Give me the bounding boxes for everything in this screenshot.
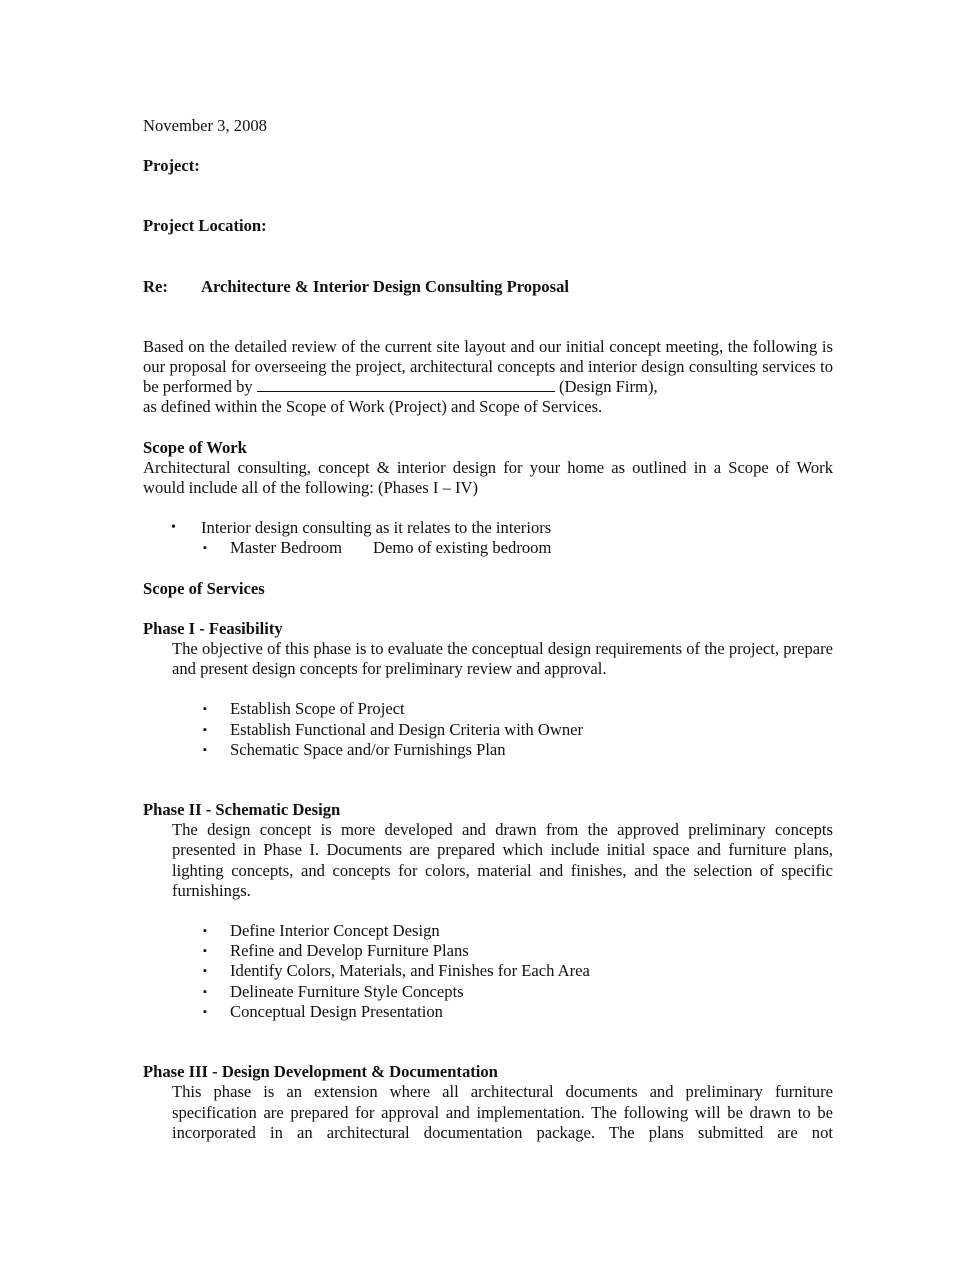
re-line [143, 277, 833, 297]
phase2-text: The design concept is more developed and drawn from the approved preliminary concepts presented in Phase I. Documents are prepared which include initial space and furniture plans, lighting concepts, and concepts for colors, material and finishes, and the selection of specific furnishings. [172, 820, 833, 900]
list-item [143, 720, 833, 740]
list-item [143, 538, 833, 558]
phase1-list [143, 699, 833, 760]
list-item-text: Delineate Furniture Style Concepts [230, 981, 464, 1001]
scope-of-work-list [143, 518, 833, 538]
bullet-marker: ▪ [203, 743, 207, 756]
list-item-text: Schematic Space and/or Furnishings Plan [230, 739, 506, 759]
list-item-text: Refine and Develop Furniture Plans [230, 941, 469, 961]
phase1-heading: Phase I - Feasibility [143, 618, 283, 638]
list-item [143, 941, 833, 961]
room-name: Master Bedroom [230, 538, 342, 558]
list-item [143, 740, 833, 760]
document-page [143, 116, 833, 1143]
bullet-marker: ▪ [203, 723, 207, 736]
list-item-text: Conceptual Design Presentation [230, 1001, 443, 1021]
list-item-text: Establish Functional and Design Criteria with Owner [230, 719, 584, 739]
scope-of-work-heading: Scope of Work [143, 437, 247, 457]
bullet-marker: ▪ [203, 1005, 207, 1018]
scope-of-work-text: Architectural consulting, concept & interior design for your home as outlined in a Scope of Work would include all of the following: (Phases I – IV) [143, 457, 833, 498]
bullet-marker: ▪ [203, 925, 207, 938]
phase1-text: The objective of this phase is to evaluate the conceptual design requirements of the project, prepare and present design concepts for preliminary review and approval. [172, 639, 833, 679]
intro-last-line: as defined within the Scope of Work (Project) and Scope of Services. [143, 397, 603, 417]
list-item [143, 518, 833, 538]
intro-design-firm: (Design Firm), [558, 377, 658, 397]
list-item [143, 921, 833, 941]
phase3-heading: Phase III - Design Development & Documentation [143, 1062, 498, 1082]
phase3-text: This phase is an extension where all architectural documents and preliminary furniture specification are prepared for approval and implementation. The following will be drawn to be incorporated in an architectural documentation package. The plans submitted are not [172, 1082, 833, 1142]
intro-paragraph [143, 337, 833, 398]
re-label: Re: [143, 276, 168, 296]
bullet-marker: ▪ [203, 985, 207, 998]
intro-text: Based on the detailed review of the current site layout and our initial concept meeting, the following is our proposal for overseeing the project, architectural concepts and interior design consulting services to be performed by [143, 336, 833, 397]
list-item-text: Interior design consulting as it relates to the interiors [201, 518, 552, 538]
room-task: Demo of existing bedroom [373, 538, 552, 558]
bullet-marker: ▪ [203, 965, 207, 978]
bullet-marker: • [171, 520, 176, 536]
list-item [143, 961, 833, 981]
list-item [143, 1002, 833, 1022]
scope-of-work-sublist [143, 538, 833, 558]
list-item-text: Identify Colors, Materials, and Finishes for Each Area [230, 961, 590, 981]
letter-date: November 3, 2008 [143, 116, 267, 135]
bullet-marker: ▪ [203, 703, 207, 716]
phase2-list [143, 921, 833, 1022]
re-subject: Architecture & Interior Design Consulting Proposal [201, 276, 569, 296]
bullet-marker: ▪ [203, 542, 207, 555]
project-location-label: Project Location: [143, 216, 267, 236]
bullet-marker: ▪ [203, 945, 207, 958]
design-firm-blank [257, 377, 555, 392]
scope-of-services-heading: Scope of Services [143, 578, 265, 598]
list-item-text: Establish Scope of Project [230, 699, 405, 719]
list-item [143, 699, 833, 719]
list-item [143, 982, 833, 1002]
phase2-heading: Phase II - Schematic Design [143, 800, 341, 820]
list-item-text: Define Interior Concept Design [230, 921, 440, 941]
project-label: Project: [143, 156, 200, 176]
